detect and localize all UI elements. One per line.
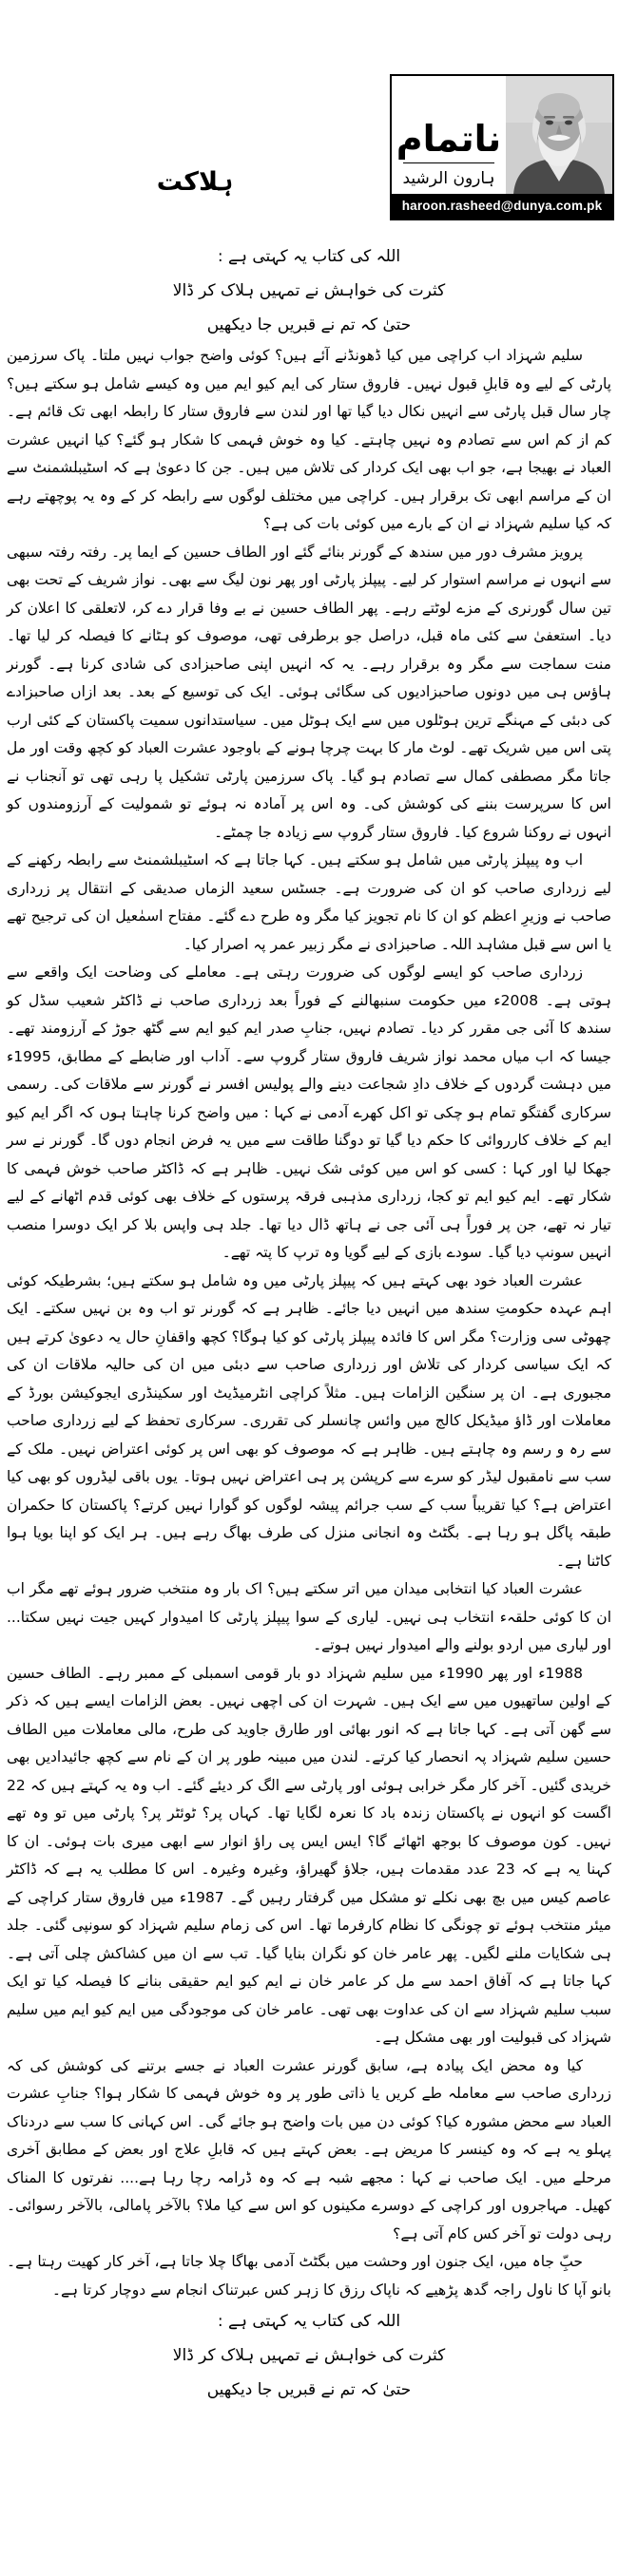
paragraph: اب وہ پیپلز پارٹی میں شامل ہو سکتے ہیں۔ کہا جاتا ہے کہ اسٹیبلشمنٹ سے رابطہ رکھنے کے لیے زرداری صاحب کو ان کی ضرورت ہے۔ جسٹس سعید الزماں صدیقی کے انتقال پر زرداری صاحب نے وزیرِ اعظم کو ان کا نام تجویز کیا مگر وہ طرح دے گئے۔ مفتاح اسمٰعیل ان کی ترجیح تھے یا اس سے قبل مشاہد اللہ۔ صاحبزادی نے مگر زبیر عمر پہ اصرار کیا۔: [7, 851, 611, 953]
author-name: ہارون الرشید: [402, 169, 495, 188]
paragraph: حبِّ جاہ میں، ایک جنون اور وحشت میں بگٹٹ آدمی بھاگا چلا جاتا ہے، آخر کار کھیت رہتا ہے۔ بانو آپا کا ناول راجہ گدھ پڑھیے کہ ناپاک رزق کا زہر کس عبرتناک انجام سے دوچار کرتا ہے۔: [7, 2253, 611, 2299]
closing-verse-line: کثرت کی خواہش نے تمہیں ہلاک کر ڈالا: [172, 2346, 446, 2365]
opening-verse-line: حتیٰ کہ تم نے قبریں جا دیکھیں: [206, 315, 412, 334]
column-name: ناتمام: [396, 118, 502, 160]
opening-verse-line: کثرت کی خواہش نے تمہیں ہلاک کر ڈالا: [172, 281, 446, 300]
paragraph: کیا وہ محض ایک پیادہ ہے، سابق گورنر عشرت العباد نے جسے برتنے کی کوشش کی کہ زرداری صاحب سے معاملہ طے کریں یا ذاتی طور پر وہ خوش فہمی کا شکار ہوا؟ جنابِ عشرت العباد سے محض مشورہ کیا؟ کوئی دن میں بات واضح ہو جائے گی۔ اس کہانی کا سب سے دردناک پہلو یہ ہے کہ وہ کینسر کا مریض ہے۔ بعض کہتے ہیں کہ قابلِ علاج اور بعض کے مطابق آخری مرحلے میں۔ ایک صاحب نے کہا : مجھے شبہ ہے کہ وہ ڈرامہ رچا رہا ہے.... نفرتوں کا المناک کھیل۔ مہاجروں اور کراچی کے دوسرے مکینوں کو اس سے کیا ملا؟ بالآخر پامالی، بالآخر رسوائی۔ رہی دولت تو آخر کس کام آتی ہے؟: [7, 2056, 611, 2242]
masthead: [390, 74, 614, 220]
closing-verse-line: اللہ کی کتاب یہ کہتی ہے :: [217, 2312, 401, 2331]
closing-verse-line: حتیٰ کہ تم نے قبریں جا دیکھیں: [206, 2380, 412, 2399]
paragraph: پرویز مشرف دور میں سندھ کے گورنر بنائے گئے اور الطاف حسین کے ایما پر۔ رفتہ رفتہ سبھی سے انہوں نے مراسم استوار کر لیے۔ پیپلز پارٹی اور پھر نون لیگ سے بھی۔ نواز شریف کے تحت بھی تین سال گورنری کے مزے لوٹتے رہے۔ پھر الطاف حسین نے بے وفا قرار دے کر، لاتعلقی کا اعلان کر دیا۔ استعفیٰ سے کئی ماہ قبل، دراصل جو برطرفی تھی، موصوف کو ہٹانے کا فیصلہ کر لیا تھا۔ منت سماجت سے مگر وہ برقرار رہے۔ یہ کہ انہیں اپنی صاحبزادی کی شادی کرنا ہے۔ گورنر ہاؤس ہی میں دونوں صاحبزادیوں کی سگائی ہوئی۔ ایک کی توسیع کے بعد۔ بعد ازاں صاحبزادے کی دبئی کے مہنگے ترین ہوٹلوں میں سے ایک ہوٹل میں۔ سیاستدانوں سمیت پاکستان کے کئی ارب پتی اس میں شریک تھے۔ لوٹ مار کا بہت چرچا ہونے کے باوجود عشرت العباد کو کچھ وقت اور مل جاتا مگر مصطفی کمال سے تصادم ہو گیا۔ پاک سرزمین پارٹی تشکیل پا رہی تھی تو آنجناب نے اس کا سرپرست بننے کی کوشش کی۔ وہ اس پر آمادہ نہ ہوئے تو شمولیت کے آرزومندوں کو انہوں نے روکنا شروع کیا۔ فاروق ستار گروپ سے زیادہ جا چمٹے۔: [7, 543, 611, 841]
article-body: [0, 236, 618, 2407]
paragraph: 1988ء اور پھر 1990ء میں سلیم شہزاد دو بار قومی اسمبلی کے ممبر رہے۔ الطاف حسین کے اولین ساتھیوں میں سے ایک ہیں۔ شہرت ان کی اچھی نہیں۔ بعض الزامات ایسے ہیں کہ ذکر سے گھن آتی ہے۔ کہا جاتا ہے کہ انور بھائی اور طارق جاوید کی طرح، مالی معاملات میں الطاف حسین سلیم شہزاد پہ انحصار کیا کرتے۔ لندن میں مبینہ طور پر ان کے نام سے کچھ جائیدادیں بھی خریدی گئیں۔ آخر کار مگر خرابی ہوئی اور پارٹی سے الگ کر دیئے گئے۔ اب وہ یہ کہتے ہیں کہ 22 اگست کو انہوں نے پاکستان زندہ باد کا نعرہ لگایا تھا۔ کہاں پر؟ ٹوئٹر پر؟ پارٹی میں تو وہ تھے نہیں۔ کون موصوف کا بوجھ اٹھائے گا؟ ایس ایس پی راؤ انوار سے ابھی میری بات ہوئی۔ ان کا کہنا یہ ہے کہ 23 عدد مقدمات ہیں، جلاؤ گھیراؤ، وغیرہ وغیرہ۔ اس کا مطلب یہ ہے کہ ڈاکٹر عاصم کیس میں بچ بھی نکلے تو مشکل میں گرفتار رہیں گے۔ 1987ء میں فاروق ستار کراچی کے میئر منتخب ہوئے تو چونگی کا نظام کارفرما تھا۔ اس کی زمام سلیم شہزاد کو سونپی گئی۔ جلد ہی شکایات ملنے لگیں۔ پھر عامر خان کو نگران بنایا گیا۔ تب سے ان میں کشاکش چلی آتی ہے۔ کہا جاتا ہے کہ آفاق احمد سے مل کر عامر خان نے ایم کیو ایم حقیقی بنانے کا فیصلہ کیا تو ایک سبب سلیم شہزاد سے ان کی عداوت بھی تھی۔ عامر خان کی موجودگی میں ایم کیو ایم میں سلیم شہزاد کی قبولیت اور بھی مشکل ہے۔: [7, 1664, 611, 2046]
article-title: ہلاکت: [156, 167, 234, 198]
masthead-top: [392, 76, 612, 194]
masthead-left: [392, 76, 506, 194]
masthead-divider: [403, 162, 493, 163]
paragraph: عشرت العباد خود بھی کہتے ہیں کہ پیپلز پارٹی میں وہ شامل ہو سکتے ہیں؛ بشرطیکہ کوئی اہم عہدہ حکومتِ سندھ میں انہیں دیا جائے۔ ظاہر ہے کہ گورنر تو اب وہ بن نہیں سکتے۔ ایک چھوٹی سی وزارت؟ مگر اس کا فائدہ پیپلز پارٹی کو کیا ہوگا؟ کچھ واقفانِ حال یہ دعویٰ کرتے ہیں کہ ایک سیاسی کردار کی تلاش اور زرداری صاحب سے دبئی میں ان کی حالیہ ملاقات ان کی مجبوری ہے۔ ان پر سنگین الزامات ہیں۔ مثلاً کراچی انٹرمیڈیٹ اور سکینڈری ایجوکیشن بورڈ کے معاملات اور ڈاؤ میڈیکل کالج میں وائس چانسلر کی تقرری۔ سرکاری تحفظ کے لیے زرداری صاحب سے رہ و رسم وہ چاہتے ہیں۔ ظاہر ہے کہ موصوف کو بھی اس پر کوئی اعتراض نہیں۔ ملک کے سب سے نامقبول لیڈر کو سرے سے کرپشن پر ہی اعتراض نہیں ہوتا۔ یوں باقی لیڈروں کو بھی کیا اعتراض ہے؟ کیا تقریباً سب کے سب جرائم پیشہ لوگوں کو گوارا نہیں کرتے؟ پاکستان کا حکمران طبقہ پاگل ہو رہا ہے۔ بگٹٹ وہ انجانی منزل کی طرف بھاگ رہے ہیں۔ ہر ایک کو اپنا بویا ہوا کاٹنا ہے۔: [7, 1271, 611, 1570]
opening-verse-line: اللہ کی کتاب یہ کہتی ہے :: [217, 247, 401, 266]
paragraph: زرداری صاحب کو ایسے لوگوں کی ضرورت رہتی ہے۔ معاملے کی وضاحت ایک واقعے سے ہوتی ہے۔ 2008ء میں حکومت سنبھالنے کے فوراً بعد زرداری صاحب نے ڈاکٹر شعیب سڈل کو سندھ کا آئی جی مقرر کر دیا۔ تصادم نہیں، جنابِ صدر ایم کیو ایم سے گٹھ جوڑ کے آرزومند تھے۔ جیسا کہ اب میاں محمد نواز شریف فاروق ستار گروپ سے۔ آداب اور ضابطے کے مطابق، 1995ء میں دہشت گردوں کے خلاف دادِ شجاعت دینے والے پولیس افسر نے گورنر سے ملاقات کی۔ رسمی سرکاری گفتگو تمام ہو چکی تو اکل کھرے آدمی نے کہا : میں واضح کرنا چاہتا ہوں کہ اگر ایم کیو ایم کے خلاف کارروائی کا حکم دیا گیا تو دوگنا طاقت سے میں یہ فرض انجام دوں گا۔ گورنر نے سر جھکا لیا اور کہا : کسی کو اس میں کوئی شک نہیں۔ ظاہر ہے کہ ڈاکٹر صاحب خوش فہمی کا شکار تھے۔ ایم کیو ایم تو کجا، زرداری مذہبی فرقہ پرستوں کے خلاف بھی کوئی قدم اٹھانے کے لیے تیار نہ تھے، جن پر فوراً ہی آئی جی نے ہاتھ ڈال دیا تھا۔ جلد ہی واپس بلا کر ایک دوسرا منصب انہیں سونپ دیا گیا۔ سودے بازی کے لیے گویا وہ ترپ کا پتہ تھے۔: [7, 964, 611, 1261]
author-photo: [506, 76, 612, 194]
column-header: [0, 0, 618, 236]
author-email: haroon.rasheed@dunya.com.pk: [392, 194, 612, 219]
paragraph: سلیم شہزاد اب کراچی میں کیا ڈھونڈنے آئے ہیں؟ کوئی واضح جواب نہیں ملتا۔ پاک سرزمین پارٹی کے لیے وہ قابلِ قبول نہیں۔ فاروق ستار کی ایم کیو ایم میں وہ کیسے شامل ہو سکتے ہیں؟ چار سال قبل پارٹی سے انہیں نکال دیا گیا تھا اور لندن سے فاروق ستار کا رابطہ ابھی تک قائم ہے۔ کم از کم اس سے تصادم وہ نہیں چاہتے۔ کیا وہ خوش فہمی کا شکار ہو گئے؟ کیا انہیں عشرت العباد نے بھیجا ہے، جو اب بھی ایک کردار کی تلاش میں ہیں۔ جن کا دعویٰ ہے کہ اسٹیبلشمنٹ سے ان کے مراسم ابھی تک برقرار ہیں۔ کراچی میں مختلف لوگوں سے رابطہ کر کے وہ یہ پوچھتے رہے کہ کیا سلیم شہزاد نے ان کے بارے میں کوئی بات کی ہے؟: [7, 347, 611, 532]
paragraph: عشرت العباد کیا انتخابی میدان میں اتر سکتے ہیں؟ اک بار وہ منتخب ضرور ہوئے تھے مگر اب ان کا کوئی حلقہء انتخاب ہی نہیں۔ لیاری کے سوا پیپلز پارٹی کا امیدوار کہیں جیت نہیں سکتا... اور لیاری میں اردو بولنے والے امیدوار نہیں ہوتے۔: [7, 1580, 611, 1653]
